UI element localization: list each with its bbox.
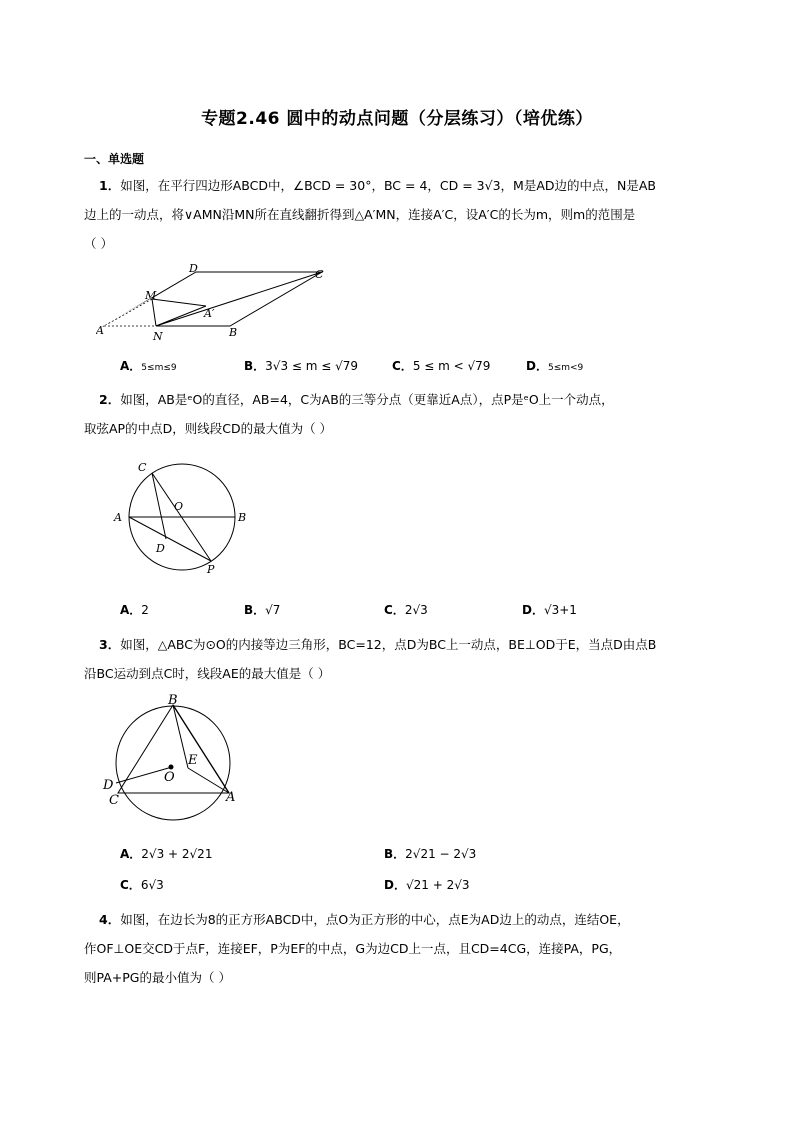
page-title: 专题2.46 圆中的动点问题（分层练习）（培优练） xyxy=(201,109,593,129)
question-4-line2: 作OF⊥OE交CD于点F，连接EF，P为EF的中点，G为边CD上一点，且CD=4CG，连接PA，PG， xyxy=(84,941,622,956)
segment-ma1 xyxy=(152,299,206,306)
question-2-line2: 取弦AP的中点D，则线段CD的最大值为（ ） xyxy=(84,421,333,436)
q3-option-c[interactable]: C．6√3 xyxy=(120,878,164,892)
q1-option-b[interactable]: B．3√3 ≤ m ≤ √79 xyxy=(244,359,359,373)
fig1-label-b: B xyxy=(229,326,238,339)
fig2-label-d: D xyxy=(156,542,165,555)
figure-3-inscribed-triangle xyxy=(98,690,248,825)
fig1-label-a: A xyxy=(96,324,104,337)
q3-option-a[interactable]: A．2√3 + 2√21 xyxy=(120,847,213,861)
q2-option-b[interactable]: B．√7 xyxy=(244,603,281,617)
fig3-label-o: O xyxy=(164,770,175,785)
fig3-label-c: C xyxy=(109,793,119,808)
figure-2-circle xyxy=(108,455,258,580)
question-1-line1: 如图，在平行四边形ABCD中，∠BCD = 30°，BC = 4，CD = 3√3，M是AD边的中点，N是AB xyxy=(120,178,656,193)
fig2-label-c: C xyxy=(138,461,147,474)
q1-option-a[interactable]: A．5≤m≤9 xyxy=(120,359,177,373)
fig3-label-d: D xyxy=(103,778,114,793)
question-4 xyxy=(84,905,724,992)
question-2-line1: 如图，AB是ᵉO的直径，AB=4，C为AB的三等分点（更靠近A点），点P是ᵉO上一个动点， xyxy=(120,392,614,407)
question-3-line2: 沿BC运动到点C时，线段AE的最大值是（ ） xyxy=(84,666,331,681)
chord-ap xyxy=(129,517,211,561)
center-point-o xyxy=(169,765,174,770)
question-1-number: 1． xyxy=(99,178,121,193)
q2-option-c[interactable]: C．2√3 xyxy=(384,603,428,617)
segment-na1 xyxy=(156,306,206,326)
question-3 xyxy=(84,630,724,688)
circle-o xyxy=(116,706,230,820)
segment-be xyxy=(173,705,188,768)
question-4-line3: 则PA+PG的最小值为（ ） xyxy=(84,970,231,985)
fig3-label-a: A xyxy=(226,790,236,805)
fig1-label-n: N xyxy=(153,330,163,343)
figure-1-parallelogram xyxy=(96,262,336,346)
q3-option-b[interactable]: B．2√21 − 2√3 xyxy=(384,847,477,861)
fig1-label-a-prime: A′ xyxy=(204,307,215,320)
fig3-label-b: B xyxy=(168,693,178,708)
question-2-number: 2． xyxy=(99,392,121,407)
question-1-line2: 边上的一动点，将∨AMN沿MN所在直线翻折得到△A′MN，连接A′C，设A′C的长为m，则m的范围是 xyxy=(84,207,636,222)
fig1-label-m: M xyxy=(145,289,157,302)
segment-nc xyxy=(156,272,322,326)
question-3-number: 3． xyxy=(99,637,121,652)
question-3-line1: 如图，△ABC为⊙O的内接等边三角形，BC=12，点D为BC上一动点，BE⊥OD于E，当点D由点B xyxy=(120,637,657,652)
q2-option-a[interactable]: A．2 xyxy=(120,603,149,617)
fig1-label-c: C xyxy=(315,268,324,281)
question-4-line1: 如图，在边长为8的正方形ABCD中，点O为正方形的中心，点E为AD边上的动点，连结OE， xyxy=(120,912,630,927)
fig1-label-d: D xyxy=(189,262,198,275)
segment-mn xyxy=(152,299,156,326)
fig2-label-o: O xyxy=(174,500,184,513)
question-1 xyxy=(84,171,724,258)
fig2-label-a: A xyxy=(114,511,122,524)
question-2 xyxy=(84,385,724,443)
q1-option-c[interactable]: C．5 ≤ m < √79 xyxy=(392,359,491,373)
fig3-label-e: E xyxy=(188,753,198,768)
segment-ea xyxy=(188,768,229,793)
section-heading: 一、单选题 xyxy=(84,152,145,166)
q1-option-d[interactable]: D．5≤m<9 xyxy=(526,359,584,373)
q2-option-d[interactable]: D．√3+1 xyxy=(522,603,577,617)
fig2-label-p: P xyxy=(207,563,215,576)
q3-option-d[interactable]: D．√21 + 2√3 xyxy=(384,878,470,892)
question-1-line3: （ ） xyxy=(84,236,113,251)
fig2-label-b: B xyxy=(238,511,247,524)
question-4-number: 4． xyxy=(99,912,121,927)
